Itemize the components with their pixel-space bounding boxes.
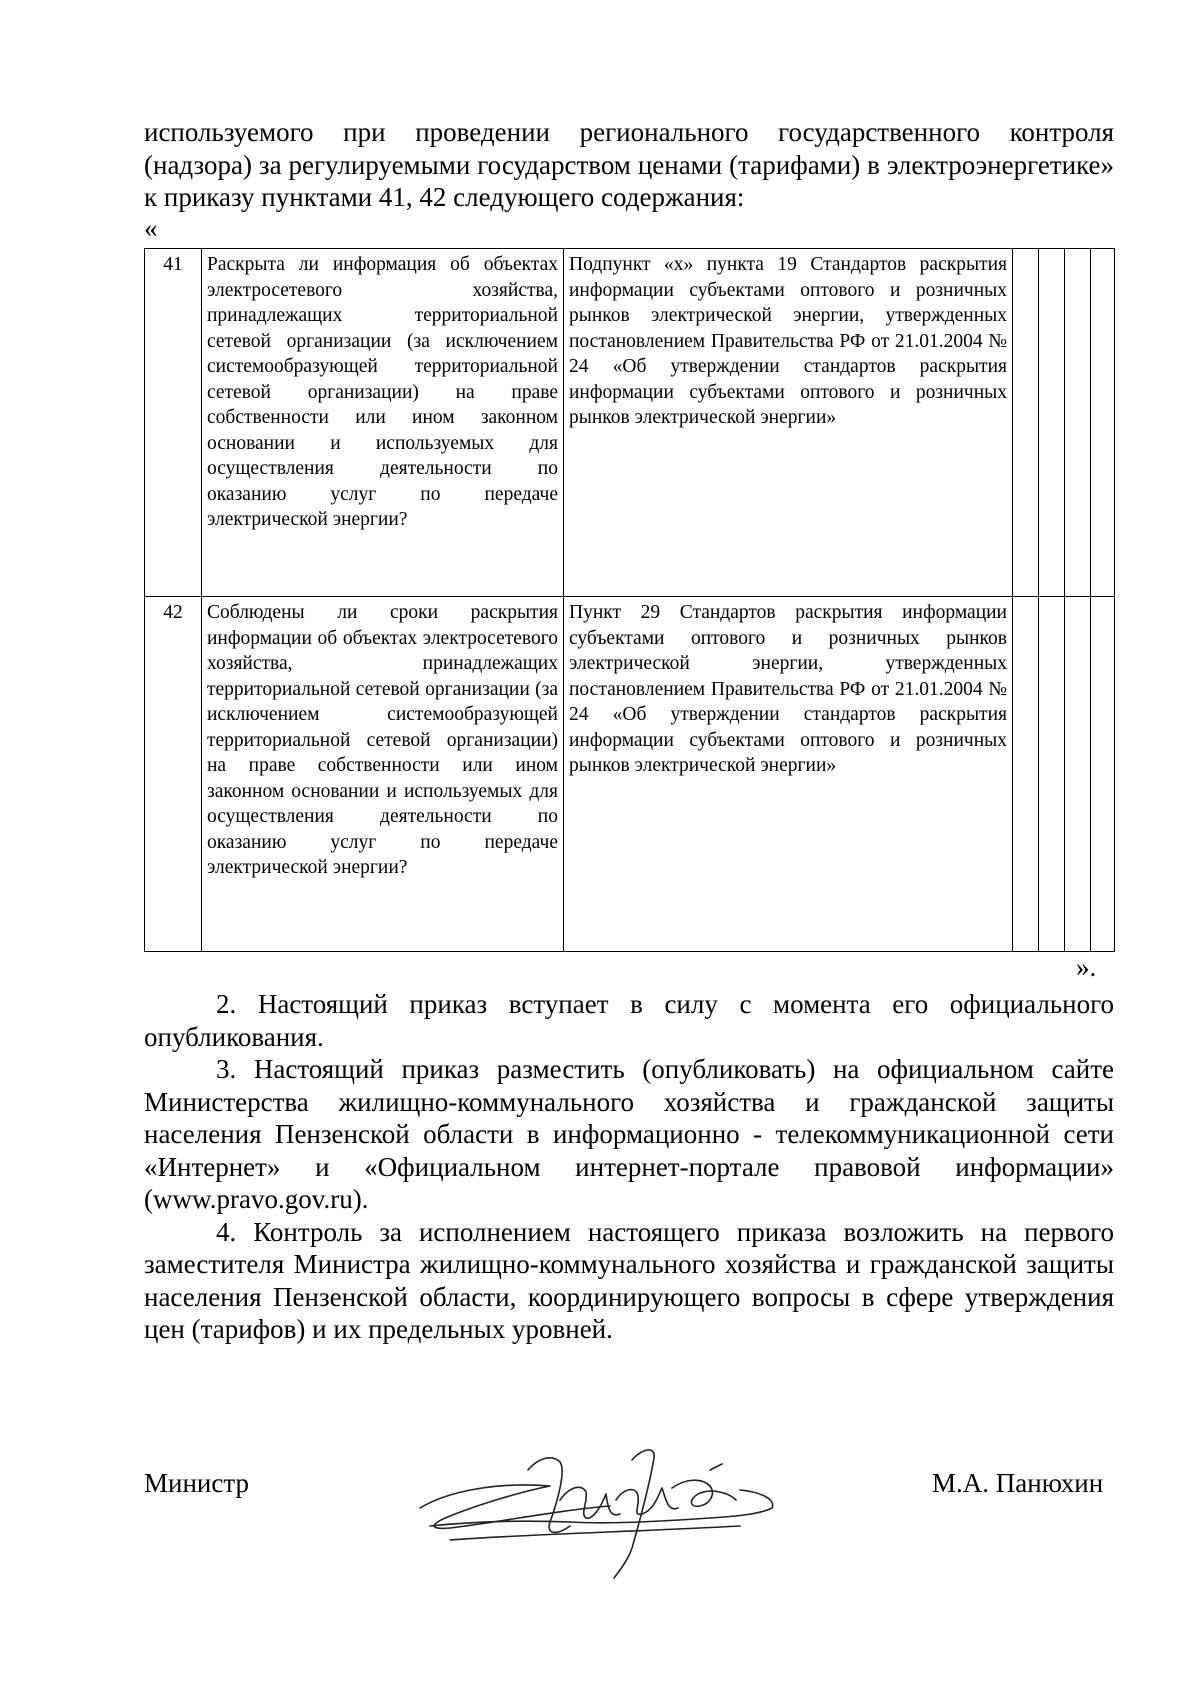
paragraph-3: 3. Настоящий приказ разместить (опубликовать) на официальном сайте Министерства жилищно-коммунального хозяйства и гражданской защиты населения Пензенской области в информационно - телекоммуникационной сети «Интернет» и «Официальном интернет-портале правовой информации» (www.pravo.gov.ru). [144,1054,1114,1214]
empty-cell [1065,597,1091,952]
signatory-name: М.А. Панюхин [932,1468,1104,1498]
row-number: 42 [145,597,202,952]
intro-paragraph: используемого при проведении регионального государственного контроля (надзора) за регулируемыми государством ценами (тарифами) в электроэнергетике» к приказу пунктами 41, 42 следующего содержания: [144,117,1114,212]
row-reference: Подпункт «х» пункта 19 Стандартов раскрытия информации субъектами оптового и розничных рынков электрической энергии, утвержденных постановлением Правительства РФ от 21.01.2004 № 24 «Об утверждении стандартов раскрытия информации субъектами оптового и розничных рынков электрической энергии» [564,249,1013,597]
empty-cell [1065,249,1091,597]
empty-cell [1013,249,1039,597]
empty-cell [1039,249,1065,597]
opening-quote: « [144,213,158,243]
empty-cell [1013,597,1039,952]
table-row [145,597,1115,952]
closing-quote: ». [1076,952,1097,982]
row-reference: Пункт 29 Стандартов раскрытия информации субъектами оптового и розничных рынков электрической энергии, утвержденных постановлением Правительства РФ от 21.01.2004 № 24 «Об утверждении стандартов раскрытия информации субъектами оптового и розничных рынков электрической энергии» [564,597,1013,952]
empty-cell [1091,249,1115,597]
signatory-title: Министр [144,1468,249,1498]
empty-cell [1091,597,1115,952]
row-question: Раскрыта ли информация об объектах электросетевого хозяйства, принадлежащих территориальной сетевой организации (за исключением системообразующей территориальной сетевой организации) на праве собственности или ином законном основании и используемых для осуществления деятельности по оказанию услуг по передаче электрической энергии? [202,249,564,597]
row-question: Соблюдены ли сроки раскрытия информации об объектах электросетевого хозяйства, принадлежащих территориальной сетевой организации (за исключением системообразующей территориальной сетевой организации) на праве собственности или ином законном основании и используемых для осуществления деятельности по оказанию услуг по передаче электрической энергии? [202,597,564,952]
handwritten-signature [410,1430,790,1580]
paragraph-4: 4. Контроль за исполнением настоящего приказа возложить на первого заместителя Министра жилищно-коммунального хозяйства и гражданской защиты населения Пензенской области, координирующего вопросы в сфере утверждения цен (тарифов) и их предельных уровней. [144,1216,1114,1344]
row-number: 41 [145,249,202,597]
checklist-table [144,248,1115,952]
paragraph-2: 2. Настоящий приказ вступает в силу с момента его официального опубликования. [144,989,1114,1052]
order-paragraphs [144,988,1114,1346]
table-row [145,249,1115,597]
empty-cell [1039,597,1065,952]
